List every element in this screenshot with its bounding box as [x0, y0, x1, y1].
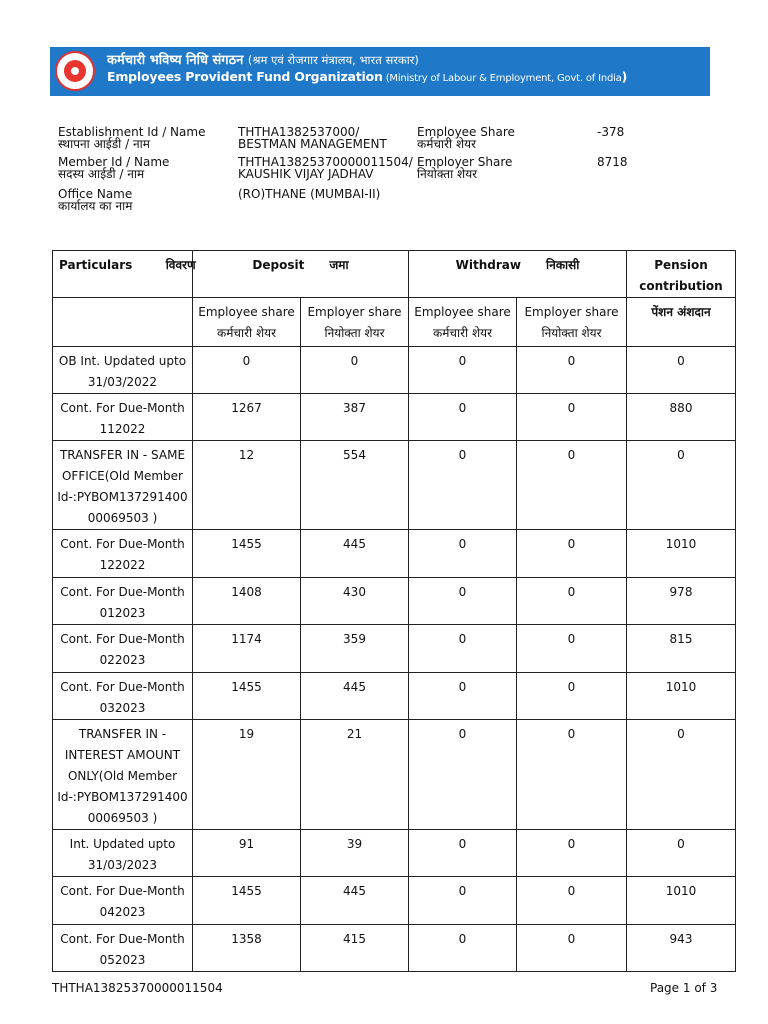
subheader-pension: पेंशन अंशदान	[627, 298, 736, 347]
table-row	[53, 673, 736, 720]
row-particulars: Cont. For Due-Month 042023	[53, 877, 193, 925]
row-particulars: OB Int. Updated upto 31/03/2022	[53, 347, 193, 394]
table-row	[53, 347, 736, 394]
row-pension: 978	[627, 578, 736, 625]
header-particulars: Particulars विवरण	[53, 251, 193, 298]
row-deposit-employee: 1455	[193, 530, 301, 578]
row-deposit-employer: 359	[301, 625, 409, 673]
employer-share-value: 8718	[597, 155, 628, 169]
footer-member-id: THTHA13825370000011504	[52, 981, 223, 995]
row-particulars: Cont. For Due-Month 032023	[53, 673, 193, 720]
row-particulars: Int. Updated upto 31/03/2023	[53, 830, 193, 877]
row-withdraw-employer: 0	[517, 394, 627, 441]
row-deposit-employer: 430	[301, 578, 409, 625]
row-withdraw-employee: 0	[409, 578, 517, 625]
row-withdraw-employer: 0	[517, 720, 627, 830]
row-particulars: TRANSFER IN - INTEREST AMOUNT ONLY(Old Member Id-:PYBOM137291400 00069503 )	[53, 720, 193, 830]
row-particulars: TRANSFER IN - SAME OFFICE(Old Member Id-:PYBOM137291400 00069503 )	[53, 441, 193, 530]
row-pension: 0	[627, 441, 736, 530]
row-deposit-employee: 1358	[193, 925, 301, 972]
subheader-empty	[53, 298, 193, 347]
row-withdraw-employee: 0	[409, 625, 517, 673]
establishment-label: Establishment Id / Name स्थापना आईडी / नाम	[58, 125, 206, 151]
row-withdraw-employee: 0	[409, 441, 517, 530]
table-subheader-row	[53, 298, 736, 347]
row-withdraw-employer: 0	[517, 673, 627, 720]
row-pension: 0	[627, 347, 736, 394]
row-deposit-employer: 415	[301, 925, 409, 972]
table-row	[53, 877, 736, 925]
row-withdraw-employer: 0	[517, 625, 627, 673]
row-withdraw-employer: 0	[517, 925, 627, 972]
row-deposit-employee: 0	[193, 347, 301, 394]
row-deposit-employee: 1174	[193, 625, 301, 673]
row-withdraw-employee: 0	[409, 673, 517, 720]
row-particulars: Cont. For Due-Month 052023	[53, 925, 193, 972]
row-withdraw-employer: 0	[517, 578, 627, 625]
epfo-header-banner	[50, 47, 710, 96]
row-withdraw-employer: 0	[517, 877, 627, 925]
office-label: Office Name कार्यालय का नाम	[58, 187, 133, 213]
member-label: Member Id / Name सदस्य आईडी / नाम	[58, 155, 170, 181]
row-withdraw-employer: 0	[517, 830, 627, 877]
table-row	[53, 441, 736, 530]
subheader-withdraw-employer: Employer share नियोक्ता शेयर	[517, 298, 627, 347]
row-withdraw-employer: 0	[517, 530, 627, 578]
row-withdraw-employee: 0	[409, 394, 517, 441]
row-withdraw-employee: 0	[409, 830, 517, 877]
row-particulars: Cont. For Due-Month 112022	[53, 394, 193, 441]
row-pension: 943	[627, 925, 736, 972]
row-withdraw-employee: 0	[409, 877, 517, 925]
row-deposit-employee: 91	[193, 830, 301, 877]
employee-share-label: Employee Share कर्मचारी शेयर	[417, 125, 515, 151]
row-withdraw-employee: 0	[409, 925, 517, 972]
member-value: THTHA13825370000011504/ KAUSHIK VIJAY JADHAV	[238, 155, 413, 181]
table-row	[53, 530, 736, 578]
row-deposit-employee: 1408	[193, 578, 301, 625]
table-row	[53, 625, 736, 673]
row-deposit-employer: 445	[301, 877, 409, 925]
row-deposit-employee: 1455	[193, 673, 301, 720]
row-deposit-employee: 12	[193, 441, 301, 530]
row-particulars: Cont. For Due-Month 122022	[53, 530, 193, 578]
office-value: (RO)THANE (MUMBAI-II)	[238, 187, 381, 201]
row-particulars: Cont. For Due-Month 022023	[53, 625, 193, 673]
table-row	[53, 925, 736, 972]
page-number: Page 1 of 3	[650, 981, 718, 995]
row-deposit-employer: 21	[301, 720, 409, 830]
employee-share-value: -378	[597, 125, 625, 139]
org-title-english: Employees Provident Fund Organization (Ministry of Labour & Employment, Govt. of India)	[107, 69, 628, 84]
table-row	[53, 830, 736, 877]
subheader-deposit-employee: Employee share कर्मचारी शेयर	[193, 298, 301, 347]
row-pension: 815	[627, 625, 736, 673]
passbook-table	[52, 250, 736, 972]
row-deposit-employer: 387	[301, 394, 409, 441]
row-deposit-employee: 1455	[193, 877, 301, 925]
subheader-deposit-employer: Employer share नियोक्ता शेयर	[301, 298, 409, 347]
row-deposit-employee: 1267	[193, 394, 301, 441]
table-row	[53, 720, 736, 830]
row-deposit-employer: 39	[301, 830, 409, 877]
row-pension: 880	[627, 394, 736, 441]
row-withdraw-employee: 0	[409, 720, 517, 830]
row-withdraw-employee: 0	[409, 347, 517, 394]
epfo-logo-icon	[55, 51, 95, 91]
row-withdraw-employer: 0	[517, 347, 627, 394]
table-row	[53, 394, 736, 441]
org-title-hindi: कर्मचारी भविष्य निधि संगठन (श्रम एवं रोजगार मंत्रालय, भारत सरकार)	[107, 53, 419, 68]
row-deposit-employer: 445	[301, 673, 409, 720]
row-pension: 0	[627, 830, 736, 877]
row-pension: 0	[627, 720, 736, 830]
subheader-withdraw-employee: Employee share कर्मचारी शेयर	[409, 298, 517, 347]
row-deposit-employer: 554	[301, 441, 409, 530]
row-particulars: Cont. For Due-Month 012023	[53, 578, 193, 625]
row-pension: 1010	[627, 530, 736, 578]
header-deposit: Deposit जमा	[193, 251, 409, 298]
row-withdraw-employee: 0	[409, 530, 517, 578]
establishment-value: THTHA1382537000/ BESTMAN MANAGEMENT	[238, 125, 387, 151]
header-pension: Pension contribution	[627, 251, 736, 298]
row-pension: 1010	[627, 673, 736, 720]
table-header-row	[53, 251, 736, 298]
row-pension: 1010	[627, 877, 736, 925]
row-deposit-employee: 19	[193, 720, 301, 830]
employer-share-label: Employer Share नियोक्ता शेयर	[417, 155, 513, 181]
table-row	[53, 578, 736, 625]
row-deposit-employer: 0	[301, 347, 409, 394]
row-withdraw-employer: 0	[517, 441, 627, 530]
header-withdraw: Withdraw निकासी	[409, 251, 627, 298]
row-deposit-employer: 445	[301, 530, 409, 578]
